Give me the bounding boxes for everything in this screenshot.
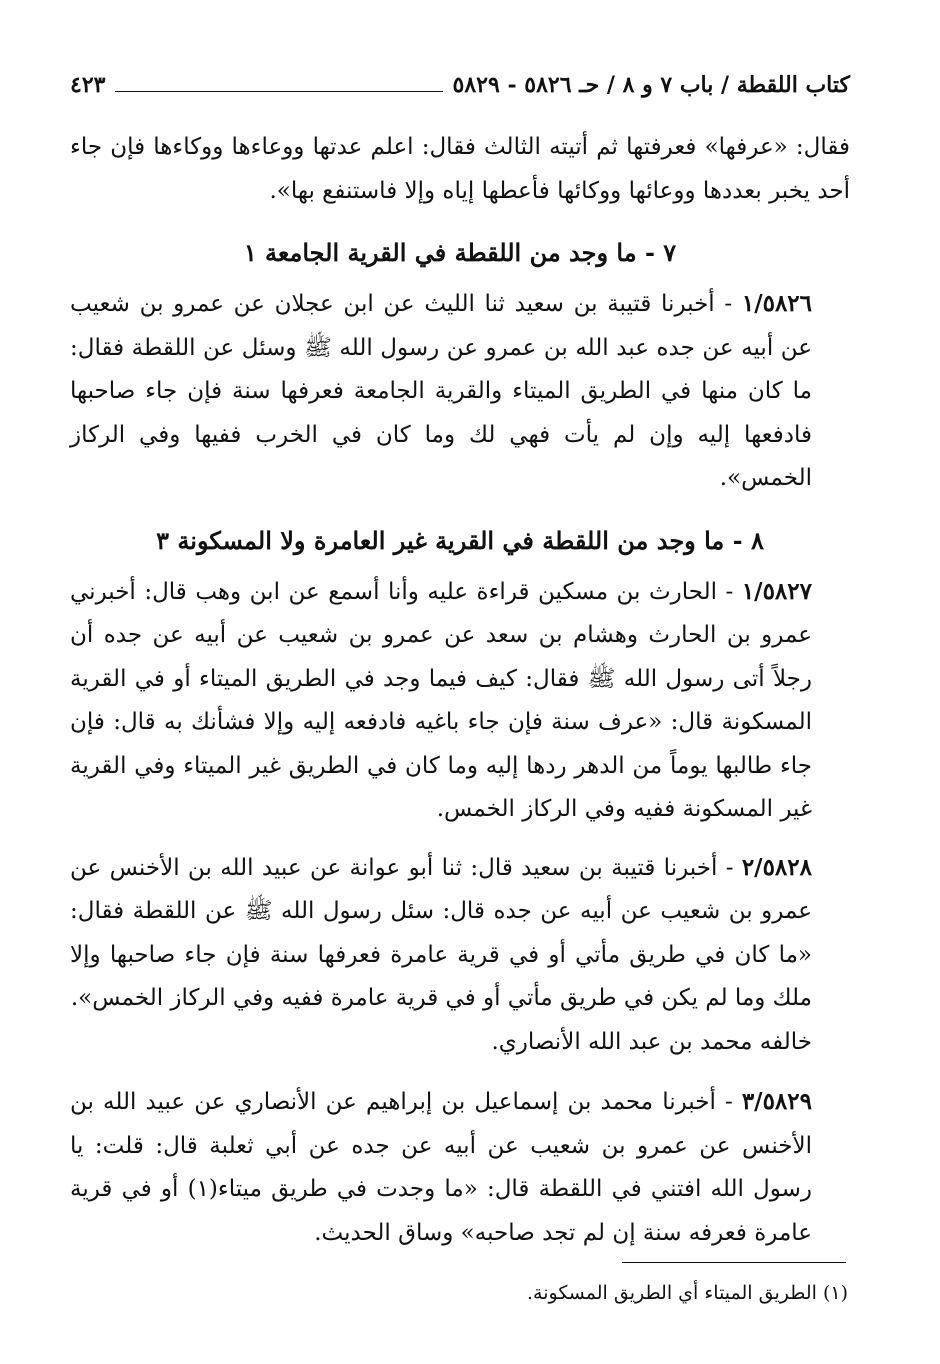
spacer [70, 1064, 850, 1080]
paragraph-continuation: فقال: «عرفها» فعرفتها ثم أتيته الثالث فقال: اعلم عدتها ووعاءها ووكاءها فإن جاء أحد يخبر بعددها ووعائها ووكائها فأعطها إياه وإلا فاستنفع بها». [70, 134, 850, 204]
hadith-number-5827: ١/٥٨٢٧ [741, 577, 812, 605]
hadith-text-5828: - أخبرنا قتيبة بن سعيد قال: ثنا أبو عوانة عن عبيد الله بن الأخنس عن عمرو بن شعيب عن أبيه عن جده قال: سئل رسول الله ﷺ عن اللقطة فقال: «ما كان في طريق مأتي أو في قرية عامرة فعرفها سنة فإن جاء صاحبها وإلا ملك وما لم يكن في طريق مأتي أو في قرية عامرة ففيه وفي الركاز الخمس». [70, 854, 812, 1011]
footnote-rule [622, 1262, 846, 1263]
page-number: ٤٢٣ [70, 72, 106, 98]
narrator-note: خالفه محمد بن عبد الله الأنصاري. [491, 1028, 812, 1055]
footnote-1: (١) الطريق الميتاء أي الطريق المسكونة. [526, 1282, 848, 1304]
hadith-text-5827: - الحارث بن مسكين قراءة عليه وأنا أسمع عن ابن وهب قال: أخبرني عمرو بن الحارث وهشام بن سعد عن عمرو بن شعيب عن أبيه عن جده أن رجلاً أتى رسول الله ﷺ فقال: كيف فيما وجد في الطريق الميتاء أو في القرية المسكونة قال: «عرف سنة فإن جاء باغيه فادفعه إليه وإلا فشأنك به قال: فإن جاء طالبها يوماً من الدهر ردها إليه وما كان في الطريق غير الميتاء وفي القرية غير المسكونة ففيه وفي الركاز الخمس. [70, 578, 812, 822]
hadith-5826 [70, 282, 850, 501]
hadith-number-5826: ١/٥٨٢٦ [741, 290, 813, 317]
page-content [70, 72, 850, 1255]
running-header [70, 72, 850, 112]
header-rule [115, 91, 442, 92]
chapter-heading-8: ٨ - ما وجد من اللقطة في القرية غير العامرة ولا المسكونة ٣ [156, 525, 764, 555]
hadith-text-5829: - أخبرنا محمد بن إسماعيل بن إبراهيم عن الأنصاري عن عبيد الله بن الأخنس عن عمرو بن شعيب عن أبيه عن جده عن أبي ثعلبة قال: قلت: يا رسول الله افتني في اللقطة قال: «ما وجدت في طريق ميتاء(١) أو في قرية عامرة فعرفه سنة إن لم تجد صاحبه» وساق الحديث. [70, 1089, 812, 1246]
hadith-5828 [70, 846, 850, 1021]
header-title: كتاب اللقطة / باب ٧ و ٨ / حـ ٥٨٢٦ - ٥٨٢٩ [452, 72, 850, 98]
hadith-5829 [70, 1080, 850, 1255]
spacer [70, 832, 850, 846]
hadith-5827 [70, 570, 850, 832]
hadith-text-5826: - أخبرنا قتيبة بن سعيد ثنا الليث عن ابن عجلان عن عمرو بن شعيب عن أبيه عن جده عبد الله بن عمرو عن رسول الله ﷺ وسئل عن اللقطة فقال: ما كان منها في الطريق الميتاء والقرية الجامعة فعرفها سنة فإن جاء صاحبها فادفعها إليه وإن لم يأت فهي لك وما كان في الخرب ففيها وفي الركاز الخمس». [70, 291, 813, 491]
hadith-number-5829: ٣/٥٨٢٩ [741, 1088, 812, 1115]
hadith-number-5828: ٢/٥٨٢٨ [741, 853, 812, 881]
chapter-heading-7: ٧ - ما وجد من اللقطة في القرية الجامعة ١ [243, 238, 677, 267]
